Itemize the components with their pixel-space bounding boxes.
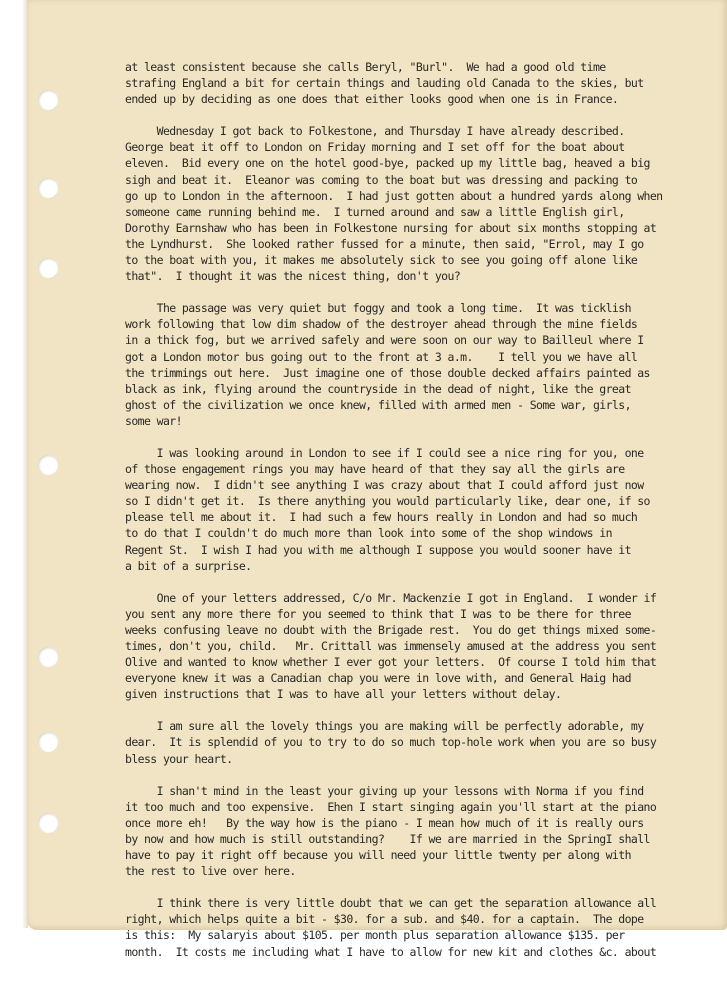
punch-hole [38,732,58,752]
punch-hole [38,258,58,278]
paragraph-channel-passage: The passage was very quiet but foggy and took a long time. It was ticklish work following that low dim shadow of the destroyer ahead through the mine fields in a thick fog, but we arrived safely and were soon on our way to Bailleul where I got a London motor bus going out to the front at 3 a.m. I tell you we have all the trimmings out here. Just imagine one of those double decked affairs painted as black as ink, flying around the countryside in the dead of night, like the great ghost of the civilization we once knew, filled with armed men - Some war, girls, some war! [125,301,650,428]
punch-hole [38,455,58,475]
paragraph-beryl-france: at least consistent because she calls Beryl, "Burl". We had a good old time strafing England a bit for certain things and lauding old Canada to the skies, but ended up by deciding as one does that either looks good when one is in France. [125,60,644,107]
punch-hole [38,647,58,667]
paragraph-letters-addressed: One of your letters addressed, C/o Mr. Mackenzie I got in England. I wonder if you sent any more there for you seemed to think that I was to be there for three weeks confusing leave no doubt with the Brigade rest. You do get things mixed some- times, don't you, child. Mr. Crittall was immensely amused at the address you sent Olive and wanted to know whether I ever got your letters. Of course I told him that everyone knew it was a Canadian chap you were in love with, and General Haig had given instructions that I was to have all your letters without delay. [125,590,657,702]
punch-hole [38,90,58,110]
punch-hole [38,813,58,833]
letter-body [125,59,725,976]
paragraph-folkestone-departure: Wednesday I got back to Folkestone, and Thursday I have already described. George beat it off to London on Friday morning and I set off for the boat about eleven. Bid every one on the hotel good-bye, packed up my little bag, heaved a big sigh and beat it. Eleanor was coming to the boat but was dressing and packing to go up to London in the afternoon. I had just gotten about a hundred yards along when someone came running behind me. I turned around and saw a little English girl, Dorothy Earnshaw who has been in Folkestone nursing for about six months stopping at the Lyndhurst. She looked rather fussed for a minute, then said, "Errol, may I go to the boat with you, it makes me absolutely sick to see you going off alone like that". I thought it was the nicest thing, don't you? [125,124,663,284]
paragraph-engagement-ring: I was looking around in London to see if I could see a nice ring for you, one of those engagement rings you may have heard of that they say all the girls are wearing now. I didn't see anything I was crazy about that I could afford just now so I didn't get it. Is there anything you would particularly like, dear one, if so please tell me about it. I had such a few hours really in London and had so much to do that I couldn't do much more than look into some of the shop windows in Regent St. I wish I had you with me although I suppose you would sooner have it a bit of a surprise. [125,445,650,573]
paragraph-separation-allowance: I think there is very little doubt that we can get the separation allowance all right, which helps quite a bit - $30. for a sub. and $40. for a captain. The dope is this: My salaryis about $105. per month plus separation allowance $135. per month. It costs me including what I have to allow for new kit and clothes &c. about [125,896,657,959]
paragraph-piano-lessons: I shan't mind in the least your giving up your lessons with Norma if you find it too much and too expensive. Ehen I start singing again you'll start at the piano once more eh! By the way how is the piano - I mean how much of it is really ours by now and how much is still outstanding? If we are married in the SpringI shall have to pay it right off because you will need your little twenty per along with the rest to live over here. [125,783,657,879]
punch-hole [38,178,58,198]
paragraph-lovely-things: I am sure all the lovely things you are making will be perfectly adorable, my dear. It is splendid of you to try to do so much top-hole work when you are so busy bless your heart. [125,719,657,766]
